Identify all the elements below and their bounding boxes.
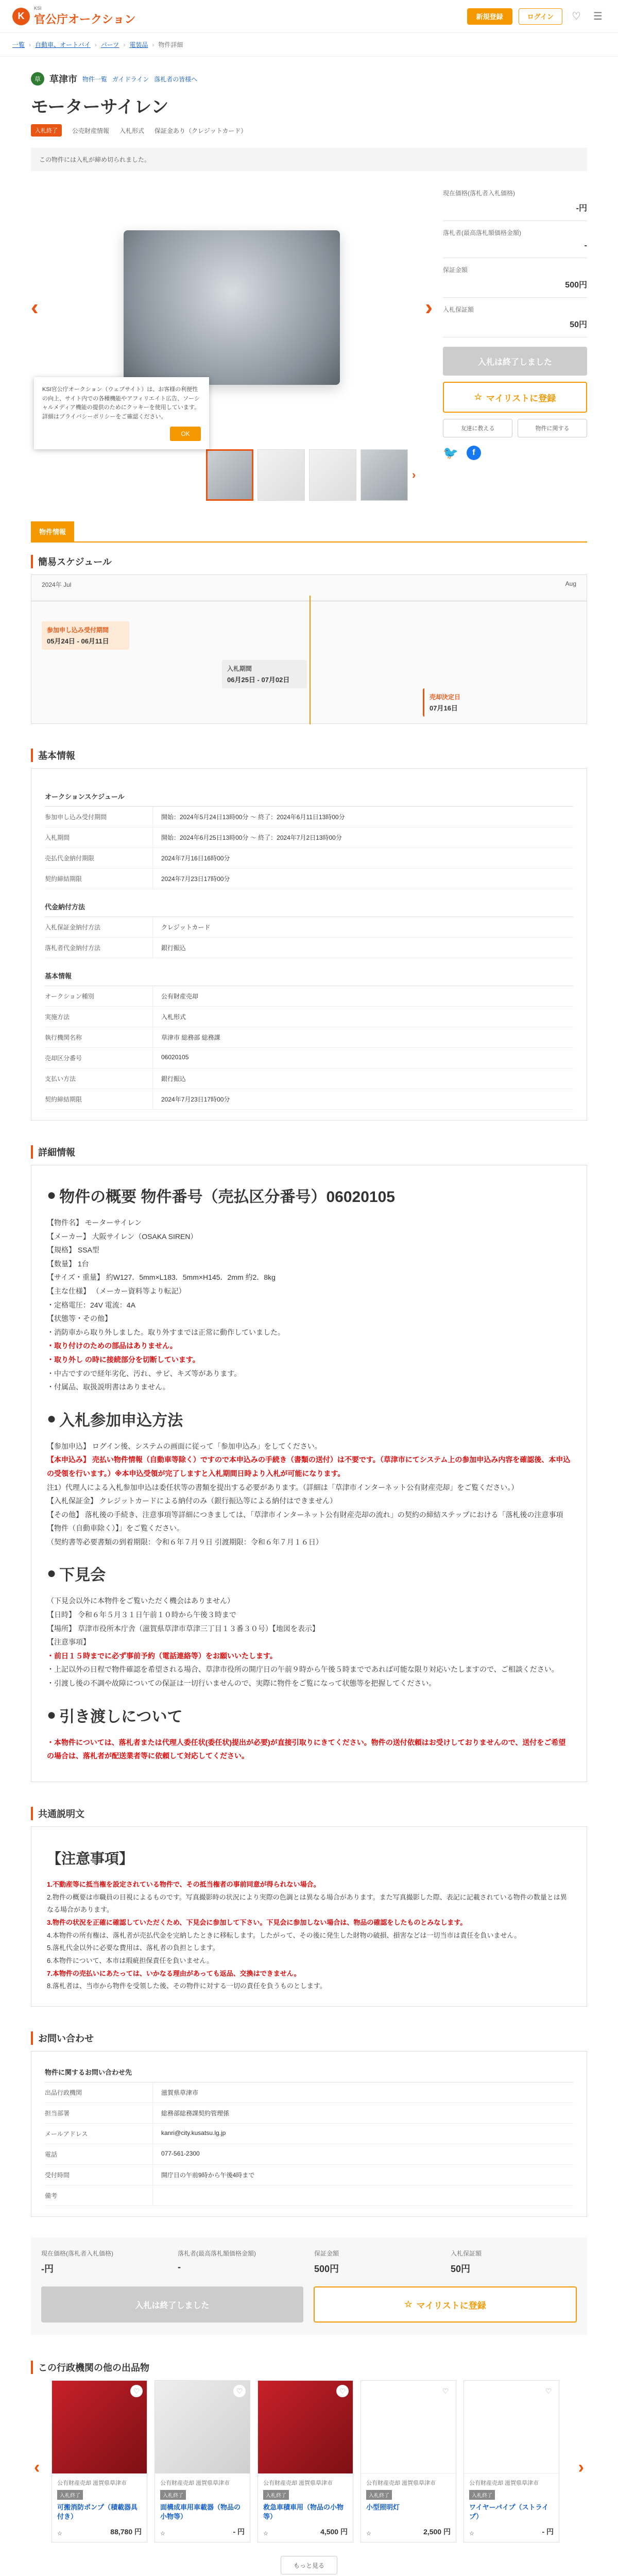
detail-line: ・取り外し の時に接続部分を切断しています。 (47, 1355, 200, 1364)
schedule-timeline (31, 574, 587, 724)
info-row (45, 1048, 573, 1069)
detail-line: ・付属品、取扱説明書はありません。 (47, 1383, 170, 1392)
info-row (45, 2165, 573, 2185)
cookie-ok-button[interactable]: OK (170, 427, 201, 441)
bottom-mylist-label: マイリストに登録 (416, 2300, 486, 2311)
favorite-heart-icon[interactable]: ♡ (233, 2385, 246, 2397)
detail-line: 【入札保証金】 クレジットカードによる納付のみ（銀行振込等による納付はできません） (47, 1497, 337, 1505)
detail-line: ・引渡し後の不調や故障についての保証は一切行いませんので、実際に物件をご覧になって状態等を把握してください。 (47, 1679, 436, 1688)
info-value: 銀行振込 (161, 1075, 186, 1082)
info-value: 銀行振込 (161, 944, 186, 952)
detail-line: ・本物件については、落札者または代理人委任状(委任状)提出が必要)が直接引取りにきてください。物件の送付依頼はお受けしておりませんので、送付をご希望の場合は、落札者が配送業者等に依頼して対応してください。 (47, 1738, 566, 1760)
basic-info-table (31, 768, 587, 1121)
info-value: 滋賀県草津市 (161, 2089, 199, 2096)
sale-date-title: 売却決定日 (430, 693, 461, 701)
item-card[interactable] (52, 2380, 147, 2543)
info-value: 開庁日の午前9時から午後4時まで (161, 2172, 255, 2179)
gov-link-items[interactable]: 物件一覧 (82, 75, 108, 83)
site-header (0, 0, 618, 33)
info-group-title: 代金納付方法 (45, 896, 573, 917)
info-key: 入札期間 (45, 827, 153, 848)
info-value: 2024年7月23日17時00分 (161, 1096, 230, 1103)
bid-period-title: 入札期間 (227, 665, 252, 672)
notes-title: 共通説明文 (31, 1807, 587, 1820)
main-item-image[interactable] (124, 230, 340, 385)
apply-period-title: 参加申し込み受付期間 (47, 626, 109, 634)
card-title[interactable]: 救急車積車用（物品の小物等） (263, 2503, 344, 2521)
star-icon[interactable]: ☆ (469, 2531, 474, 2537)
card-gov: 公有財産売却 滋賀県草津市 (469, 2480, 539, 2486)
card-image[interactable] (464, 2381, 559, 2473)
card-gov: 公有財産売却 滋賀県草津市 (57, 2480, 127, 2486)
detail-title: 詳細情報 (31, 1145, 587, 1159)
info-row (45, 1027, 573, 1048)
detail-line: ・中古ですので経年劣化、汚れ、サビ、キズ等があります。 (47, 1369, 242, 1378)
favorite-heart-icon[interactable]: ♡ (130, 2385, 143, 2397)
current-price-label: 現在価格(落札者入札価格) (443, 190, 515, 197)
thumbnail[interactable] (360, 449, 408, 501)
detail-heading: 物件の概要 物件番号（売払区分番号）06020105 (59, 1189, 395, 1206)
note-line: 1.不動産等に抵当権を設定されている物件で、その抵当権者の事前同意が得られない場合。 (47, 1880, 320, 1888)
star-icon[interactable]: ☆ (160, 2531, 165, 2537)
info-key: 契約締結期限 (45, 869, 153, 889)
card-price: 88,780 円 (110, 2528, 142, 2536)
detail-line: 【参加申込】 ログイン後、システムの画面に従って「参加申込み」をしてください。 (47, 1442, 322, 1450)
info-value: 公有財産売却 (161, 993, 199, 1000)
detail-line: 【日時】 令和６年５月３１日午前１０時から午後３時まで (47, 1611, 236, 1619)
item-question-button[interactable]: 物件に関する (518, 419, 587, 437)
favorite-heart-icon[interactable]: ♡ (336, 2385, 349, 2397)
star-icon: ☆ (474, 392, 482, 402)
tag-bid-format: 入札形式 (119, 127, 145, 134)
add-mylist-button[interactable] (443, 382, 587, 413)
favorite-heart-icon[interactable]: ♡ (439, 2385, 452, 2397)
contact-table (31, 2051, 587, 2217)
info-key: オークション種別 (45, 986, 153, 1006)
detail-line: 【メーカー】 大阪サイレン（OSAKA SIREN） (47, 1232, 198, 1241)
note-line: 7.本物件の売払いにあたっては、いかなる理由があっても返品、交換はできません。 (47, 1969, 301, 1977)
apply-period-dates: 05月24日 - 06月11日 (47, 637, 109, 645)
item-card[interactable] (258, 2380, 353, 2543)
card-title[interactable]: ワイヤーパイプ（ストライプ） (469, 2503, 549, 2521)
card-image[interactable] (361, 2381, 456, 2473)
detail-line: （下見会以外に本物件をご覧いただく機会はありません） (47, 1597, 234, 1605)
bid-closed-button[interactable]: 入札は終了しました (443, 347, 587, 376)
detail-line: 注1）代理人による入札参加申込は委任状等の書類を提出する必要があります。（詳細は「草津市インターネット公有財産売却」をご覧ください。） (47, 1483, 519, 1492)
detail-heading: 引き渡しについて (59, 1708, 183, 1725)
info-value: 077-561-2300 (161, 2150, 200, 2157)
info-value: kanri@city.kusatsu.lg.jp (161, 2129, 226, 2137)
card-title[interactable]: 可搬消防ポンプ（積載器具付き） (57, 2503, 138, 2521)
card-price: 2,500 円 (423, 2528, 451, 2536)
bottom-bid-closed-button[interactable]: 入札は終了しました (41, 2286, 303, 2323)
star-icon[interactable]: ☆ (263, 2531, 268, 2537)
gov-link-guideline[interactable]: ガイドライン (112, 75, 149, 83)
bottom-min-value: 50円 (451, 2264, 471, 2274)
card-price: 4,500 円 (320, 2528, 348, 2536)
share-friend-button[interactable]: 友達に教える (443, 419, 512, 437)
info-key: 参加申し込み受付期間 (45, 807, 153, 827)
cookie-consent (34, 377, 209, 449)
sale-date-value: 07月16日 (430, 704, 458, 712)
info-value: 開始：2024年6月25日13時00分 ～ 終了：2024年7月2日13時00分 (161, 834, 342, 841)
info-value: クレジットカード (161, 924, 211, 931)
info-row (45, 917, 573, 938)
card-title[interactable]: 面構成車用車載器（物品の小物等） (160, 2503, 241, 2521)
info-key: 担当部署 (45, 2103, 153, 2123)
deposit-value: 500円 (565, 281, 587, 290)
gov-line (31, 72, 587, 86)
card-price: - 円 (542, 2528, 554, 2536)
bottom-highest-label: 落札者(最高落札額価格金額) (178, 2250, 256, 2257)
info-key: 受付時間 (45, 2165, 153, 2185)
info-group-title: 物件に関するお問い合わせ先 (45, 2062, 573, 2082)
card-title[interactable]: 小型照明灯 (366, 2503, 400, 2511)
info-row (45, 1007, 573, 1027)
breadcrumb-item[interactable]: 一覧 (12, 41, 25, 48)
item-card[interactable] (154, 2380, 250, 2543)
register-button[interactable]: 新規登録 (467, 8, 512, 25)
info-row (45, 807, 573, 827)
today-marker (310, 596, 311, 724)
detail-heading: 入札参加申込方法 (59, 1412, 183, 1429)
detail-line: ・消防車から取り外しました。取り外すまでは正常に動作していました。 (47, 1328, 285, 1336)
card-status-badge: 入札終了 (366, 2490, 392, 2500)
note-line: 3.物件の状況を正確に確認していただくため、下見会に参加して下さい。下見会に参加しない場合は、物品の確認をしたものとみなします。 (47, 1918, 467, 1926)
breadcrumb-current: 物件詳細 (158, 41, 183, 48)
card-image[interactable] (52, 2381, 147, 2473)
detail-line: 【数量】 1台 (47, 1259, 89, 1268)
info-key: 支払い方法 (45, 1069, 153, 1089)
gov-seal-icon: 草 (31, 72, 44, 86)
detail-line: 【状態等・その他】 (47, 1314, 112, 1323)
bottom-current-value: -円 (41, 2264, 54, 2274)
other-items-carousel (31, 2380, 587, 2543)
info-group-title: 基本情報 (45, 965, 573, 986)
heart-icon[interactable]: ♡ (572, 11, 581, 22)
bottom-price-bar (31, 2238, 587, 2286)
item-title: モーターサイレン (31, 97, 169, 117)
logo-sub: KSI (34, 6, 42, 11)
info-group-title: オークションスケジュール (45, 786, 573, 807)
carousel-next-icon[interactable]: › (578, 2458, 584, 2477)
info-row (45, 938, 573, 958)
contact-title: お問い合わせ (31, 2031, 587, 2045)
card-status-badge: 入札終了 (263, 2490, 289, 2500)
note-line: 4.本物件の所有権は、落札者が売払代金を完納したときに移転します。したがって、その後に発生した財物の破損、損害などは一切当市は責任を負いません。 (47, 1931, 521, 1939)
tag-deposit: 保証金あり（クレジットカード） (154, 127, 247, 134)
info-key: 契約締結期限 (45, 1089, 153, 1109)
detail-line: 【主な仕様】 （メーカー資料等より転記） (47, 1286, 186, 1295)
card-gov: 公有財産売却 滋賀県草津市 (160, 2480, 230, 2486)
detail-line: 【注意事項】 (47, 1638, 90, 1647)
breadcrumb-item[interactable]: 電装品 (129, 41, 148, 48)
info-key: 電話 (45, 2144, 153, 2164)
thumbnail-strip (31, 449, 433, 501)
thumbnail[interactable] (258, 449, 305, 501)
twitter-icon[interactable]: 🐦 (443, 446, 458, 460)
info-key: 執行機関名称 (45, 1027, 153, 1047)
star-icon[interactable]: ☆ (366, 2531, 371, 2537)
info-row (45, 2103, 573, 2124)
current-price-value: -円 (576, 204, 587, 213)
info-value: 2024年7月23日17時00分 (161, 875, 230, 883)
bottom-deposit-value: 500円 (314, 2264, 339, 2274)
info-row (45, 869, 573, 889)
info-row (45, 848, 573, 869)
star-icon[interactable]: ☆ (57, 2531, 62, 2537)
favorite-heart-icon[interactable]: ♡ (542, 2385, 555, 2397)
basic-info-title: 基本情報 (31, 749, 587, 762)
facebook-icon[interactable]: f (467, 446, 481, 460)
bottom-deposit-label: 保証金額 (314, 2250, 339, 2257)
card-status-badge: 入札終了 (469, 2490, 495, 2500)
bid-period-bar (222, 660, 307, 688)
info-value: 開始：2024年5月24日13時00分 ～ 終了：2024年6月11日13時00分 (161, 814, 345, 821)
info-key: 入札保証金納付方法 (45, 917, 153, 937)
detail-line: （契約書等必要書類の到着期限：令和６年７月９日 引渡期限：令和６年７月１６日） (47, 1537, 323, 1546)
info-value: 入札形式 (161, 1013, 186, 1021)
info-value: 06020105 (161, 1054, 189, 1061)
bottom-highest-value: - (178, 2262, 181, 2272)
detail-line: ・前日１５時までに必ず事前予約（電話連絡等）をお願いいたします。 (47, 1651, 277, 1660)
detail-line: ・定格電圧：24V 電流：4A (47, 1300, 135, 1309)
bottom-add-mylist-button[interactable] (314, 2286, 577, 2323)
menu-icon[interactable]: ☰ (593, 11, 603, 22)
info-key: 実施方法 (45, 1007, 153, 1027)
detail-line: ・取り付けのための部品はありません。 (47, 1342, 177, 1350)
info-key: 備考 (45, 2185, 153, 2206)
detail-line: 【物件名】 モーターサイレン (47, 1218, 142, 1227)
info-row (45, 2082, 573, 2103)
detail-line: 【サイズ・重量】 約W127．5mm×L183．5mm×H145．2mm 約2．8kg (47, 1273, 276, 1282)
detail-line: 【規格】 SSA型 (47, 1246, 99, 1255)
sale-date-bar (423, 688, 495, 717)
price-panel (443, 181, 587, 501)
see-more-button[interactable]: もっと見る (281, 2556, 337, 2574)
note-line: 8.落札者は、当市から物件を受領した後、その物件に対する一切の責任を負うものとします。 (47, 1982, 327, 1990)
apply-period-bar (42, 621, 129, 650)
tag-public-sale: 公売財産情報 (72, 127, 110, 134)
deposit-label: 保証金額 (443, 266, 468, 274)
next-image-arrow-icon[interactable]: › (425, 295, 433, 320)
info-row (45, 986, 573, 1007)
info-row (45, 1089, 573, 1110)
cookie-text: KSI官公庁オークション（ウェブサイト）は、お客様の利便性の向上、サイト内での各種機能やアフィリエイト広告、ソーシャルメディア機能の提供のためにクッキーを使用しています。詳細はプライバシーポリシーをご確認ください。 (42, 386, 200, 420)
card-status-badge: 入札終了 (160, 2490, 186, 2500)
detail-line: 【本申込み】 売払い物件情報（自動車等除く）ですので本申込みの手続き（書類の送付）は不要です。（草津市にてシステム上の参加申込み内容を確認後、本申込の受領を行います。）※本申込受領が完了しますと入札期間日時より入札が可能になります。 (47, 1455, 571, 1478)
schedule-title: 簡易スケジュール (31, 555, 587, 568)
info-key: 出品行政機関 (45, 2082, 153, 2103)
card-image[interactable] (155, 2381, 250, 2473)
info-key: 落札者代金納付方法 (45, 938, 153, 958)
detail-line: 【その他】 落札後の手続き、注意事項等詳細につきましては、「草津市インターネット公有財産売却の流れ」の契約の締結ステップにおける「落札後の注意事項【物件（自動車除く）】」をご覧ください。 (47, 1510, 563, 1533)
thumbnail[interactable] (206, 449, 253, 501)
bottom-current-label: 現在価格(落札者入札価格) (41, 2250, 113, 2257)
note-line: 2.物件の概要は市職員の目視によるものです。写真撮影時の状況により実際の色調とは異なる場合があります。また写真撮影した際、表記に記載されている物件の数量とは異なる場合があります。 (47, 1893, 567, 1914)
status-badge: 入札終了 (31, 124, 62, 137)
gov-name: 草津市 (49, 74, 77, 84)
item-card[interactable] (464, 2380, 559, 2543)
tab-item-info[interactable]: 物件情報 (31, 521, 74, 541)
item-card[interactable] (360, 2380, 456, 2543)
info-row (45, 2144, 573, 2165)
note-line: 5.落札代金以外に必要な費用は、落札者の負担とします。 (47, 1944, 219, 1952)
info-key: メールアドレス (45, 2124, 153, 2144)
item-tags (31, 124, 587, 137)
info-key: 売却区分番号 (45, 1048, 153, 1068)
carousel-prev-icon[interactable]: ‹ (34, 2458, 40, 2477)
bid-period-dates: 06月25日 - 07月02日 (227, 676, 290, 684)
card-price: - 円 (233, 2528, 245, 2536)
min-bid-value: 50円 (570, 320, 587, 329)
detail-line: ・上記以外の日程で物件確認を希望される場合、草津市役所の開庁日の午前９時から午後５時までであれば可能な限り対応いたしますので、ご相談ください。 (47, 1665, 559, 1674)
bottom-min-label: 入札保証額 (451, 2250, 482, 2257)
info-value: 総務部総務課契約管理係 (161, 2110, 230, 2117)
info-row (45, 2185, 573, 2206)
closed-notice: この物件には入札が締め切られました。 (31, 148, 587, 171)
note-line: 6.本物件について、本市は瑕疵担保責任を負いません。 (47, 1956, 214, 1964)
notes-heading: 【注意事項】 (47, 1850, 134, 1867)
info-value (153, 2185, 573, 2206)
detail-heading: 下見会 (59, 1567, 106, 1584)
card-gov: 公有財産売却 滋賀県草津市 (263, 2480, 333, 2486)
thumbnail[interactable] (309, 449, 356, 501)
gov-link-winners[interactable]: 落札者の皆様へ (154, 75, 198, 83)
thumbnail-next-icon[interactable]: › (412, 468, 416, 481)
add-mylist-label: マイリストに登録 (486, 393, 556, 403)
card-gov: 公有財産売却 滋賀県草津市 (366, 2480, 436, 2486)
image-gallery (31, 181, 433, 501)
detail-line: 【場所】 草津市役所本庁舎（滋賀県草津市草津三丁目１３番３０号）【地図を表示】 (47, 1624, 319, 1633)
month-label: 2024年 Jul (42, 581, 72, 588)
info-key: 売払代金納付期限 (45, 848, 153, 868)
notes-content (31, 1826, 587, 2007)
breadcrumb-item[interactable]: 自動車、オートバイ (35, 41, 91, 48)
card-image[interactable] (258, 2381, 353, 2473)
info-value: 2024年7月16日16時00分 (161, 855, 230, 862)
logo-mark-icon: K (12, 8, 30, 25)
info-row (45, 2124, 573, 2144)
logo-text: 官公庁オークション (34, 13, 136, 26)
star-icon: ☆ (404, 2299, 413, 2309)
highest-bid-value: - (584, 241, 587, 250)
card-status-badge: 入札終了 (57, 2490, 83, 2500)
min-bid-label: 入札保証額 (443, 306, 474, 313)
prev-image-arrow-icon[interactable]: ‹ (31, 295, 39, 320)
info-value: 草津市 総務部 総務課 (161, 1034, 220, 1041)
highest-bid-label: 落札者(最高落札額価格金額) (443, 229, 521, 236)
site-logo[interactable] (12, 6, 136, 27)
breadcrumb: 一覧 › 自動車、オートバイ › パーツ › 電装品 › 物件詳細 (0, 33, 618, 57)
breadcrumb-item[interactable]: パーツ (100, 41, 119, 48)
other-items-title: この行政機関の他の出品物 (31, 2361, 587, 2374)
info-row (45, 827, 573, 848)
detail-content: ● 物件の概要 物件番号（売払区分番号）06020105 【物件名】 モーターサイレン 【メーカー】 大阪サイレン（OSAKA SIREN） 【規格】 SSA型 【数量】 1台 【サイズ・重量】 約W127．5mm×L183．5mm×H145．2mm 約2．8kg 【主な仕様】 （メーカー資料等より転記） ・定格電圧：24V 電流：4A 【状態等・その他】 ・消防車から取り外しました。取り外すまでは正常に動作していました。 ・取り付けのための部品はありません。 ・取り外し の時に接続部分を切断しています。 ・中古ですので経年劣化、汚れ、サビ、キズ等があります。 ・付属品、取扱説明書はありません。 ● 入札参加申込方法 【参加申込】 ログイン後、システムの画面に従って「参加申込み」をしてください。 【本申込み】 売払い物件情報（自動車等除く）ですので本申込みの手続き（書類の送付）は不要です。（草津市にてシステム上の参加申込み内容を確認後、本申込の受領を行います。）※本申込受領が完了しますと入札期間日時より入札が可能になります。 注1）代理人による入札参加申込は委任状等の書類を提出する必要があります。（詳細は「草津市インターネット公有財産売却」をご覧ください。） 【入札保証金】 クレジットカードによる納付のみ（銀行振込等による納付はできません） 【その他】 落札後の手続き、注意事項等詳細につきましては、「草津市インターネット公有財産売却の流れ」の契約の締結ステップにおける「落札後の注意事項【物件（自動車除く）】」をご覧ください。 （契約書等必要書類の到着期限：令和６年７月９日 引渡期限：令和６年７月１６日） ● 下見会 （下見会以外に本物件をご覧いただく機会はありません） 【日時】 令和６年５月３１日午前１０時から午後３時まで 【場所】 草津市役所本庁舎（滋賀県草津市草津三丁目１３番３０号）【地図を表示】 【注意事項】 ・前日１５時までに必ず事前予約（電話連絡等）をお願いいたします。 ・上記以外の日程で物件確認を希望される場合、草津市役所の開庁日の午前９時から午後５時までであれば可能な限り対応いたしますので、ご相談ください。 ・引渡し後の不調や故障についての保証は一切行いませんので、実際に物件をご覧になって状態等を把握してください。 ● 引き渡しについて ・本物件については、落札者または代理人委任状(委任状)提出が必要)が直接引取りにきてください。物件の送付依頼はお受けしておりませんので、送付をご希望の場合は、落札者が配送業者等に依頼して対応してください。 (31, 1165, 587, 1782)
month-label: Aug (565, 580, 576, 587)
login-button[interactable]: ログイン (519, 8, 562, 25)
info-row (45, 1069, 573, 1089)
